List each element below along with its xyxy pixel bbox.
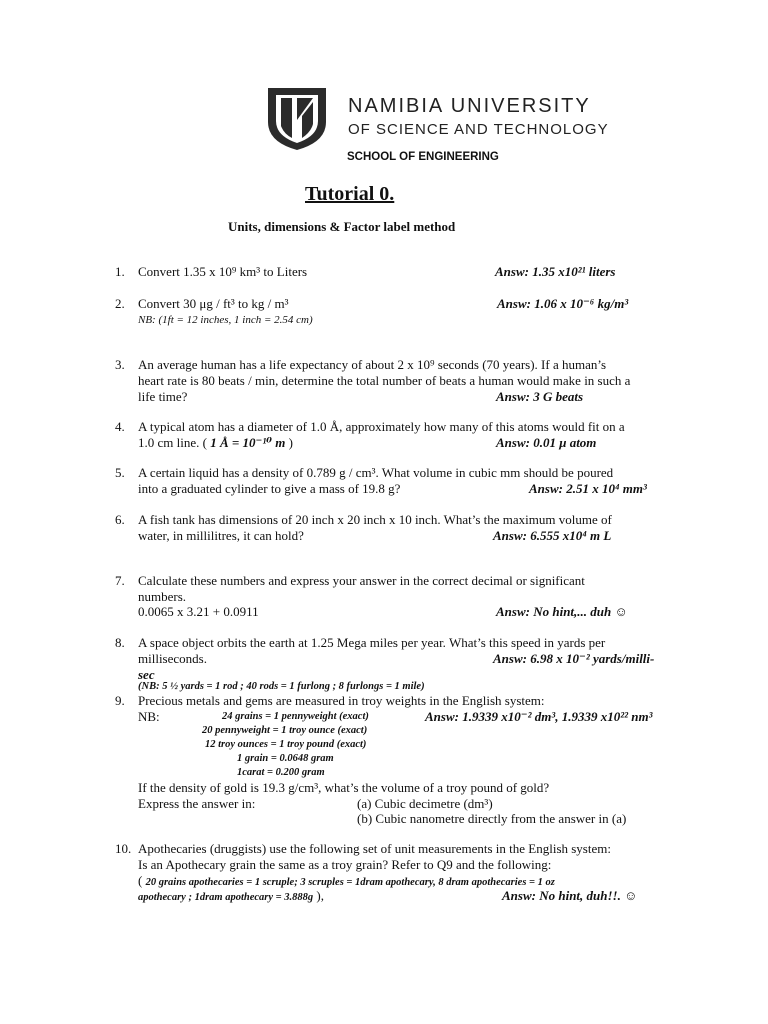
school-name: SCHOOL OF ENGINEERING — [347, 151, 499, 163]
question-number: 2. — [115, 296, 125, 311]
question-text: heart rate is 80 beats / min, determine the total number of beats a human would make in such a — [138, 373, 631, 388]
equivalence: 12 troy ounces = 1 troy pound (exact) — [205, 739, 367, 750]
option-a: (a) Cubic decimetre (dm³) — [357, 796, 493, 811]
question-text: A typical atom has a diameter of 1.0 Å, approximately how many of this atoms would fit on a — [138, 419, 625, 434]
question-text: Calculate these numbers and express your answer in the correct decimal or significant — [138, 573, 585, 588]
question-number: 10. — [115, 841, 132, 856]
apothecary-units: apothecary ; 1dram apothecary = 3.888g — [138, 892, 314, 903]
question-text: milliseconds. — [138, 651, 207, 666]
answer-text: Answ: 1.35 x10²¹ liters — [495, 264, 616, 279]
nb-label: NB: — [138, 709, 160, 724]
question-text: A fish tank has dimensions of 20 inch x 20 inch x 10 inch. What’s the maximum volume of — [138, 512, 612, 527]
answer-text: Answ: 1.06 x 10⁻⁶ kg/m³ — [497, 296, 629, 311]
equivalence: 1 grain = 0.0648 gram — [237, 753, 334, 764]
answer-text: Answ: No hint,... duh ☺ — [496, 604, 628, 619]
question-text: A certain liquid has a density of 0.789 g / cm³. What volume in cubic mm should be poured — [138, 465, 614, 480]
apothecary-units: 20 grains apothecaries = 1 scruple; 3 scruples = 1dram apothecary, 8 dram apothecaries = 1 oz — [145, 877, 555, 888]
answer-text: Answ: 0.01 μ atom — [496, 435, 597, 450]
answer-text: Answ: 1.9339 x10⁻² dm³, 1.9339 x10²² nm³ — [425, 709, 653, 724]
question-text: 0.0065 x 3.21 + 0.0911 — [138, 604, 259, 619]
question-number: 1. — [115, 264, 125, 279]
question-text: apothecary ; 1dram apothecary = 3.888g ), — [138, 888, 324, 903]
answer-text: Answ: 6.98 x 10⁻² yards/milli- — [493, 651, 655, 666]
page-title: Tutorial 0. — [305, 183, 395, 205]
conversion-factor: 1 Å = 10⁻¹⁰ m — [210, 435, 286, 450]
university-logo — [264, 86, 330, 152]
question-text: If the density of gold is 19.3 g/cm³, what’s the volume of a troy pound of gold? — [138, 780, 550, 795]
university-name-line2: OF SCIENCE AND TECHNOLOGY — [348, 121, 609, 138]
answer-text: Answ: 6.555 x10⁴ m L — [493, 528, 612, 543]
page-subtitle: Units, dimensions & Factor label method — [228, 219, 456, 234]
question-text: Apothecaries (druggists) use the following set of unit measurements in the English system: — [138, 841, 611, 856]
question-note: NB: (1ft = 12 inches, 1 inch = 2.54 cm) — [138, 314, 313, 326]
question-text: An average human has a life expectancy of about 2 x 10⁹ seconds (70 years). If a human’s — [138, 357, 607, 372]
question-text: Convert 1.35 x 10⁹ km³ to Liters — [138, 264, 308, 279]
question-note: (NB: 5 ½ yards = 1 rod ; 40 rods = 1 furlong ; 8 furlongs = 1 mile) — [138, 681, 425, 692]
question-number: 8. — [115, 635, 125, 650]
answer-text: Answ: 2.51 x 10⁴ mm³ — [529, 481, 647, 496]
question-text: A space object orbits the earth at 1.25 Mega miles per year. What’s this speed in yards per — [138, 635, 606, 650]
question-text: Convert 30 μg / ft³ to kg / m³ — [138, 296, 289, 311]
question-number: 5. — [115, 465, 125, 480]
question-text: life time? — [138, 389, 188, 404]
question-number: 9. — [115, 693, 125, 708]
question-text: 1.0 cm line. ( 1 Å = 10⁻¹⁰ m ) — [138, 435, 293, 450]
question-text: Is an Apothecary grain the same as a troy grain? Refer to Q9 and the following: — [138, 857, 552, 872]
question-text: water, in millilitres, it can hold? — [138, 528, 304, 543]
equivalence: 24 grains = 1 pennyweight (exact) — [222, 711, 369, 722]
question-number: 3. — [115, 357, 125, 372]
equivalence: 1carat = 0.200 gram — [237, 767, 325, 778]
question-number: 7. — [115, 573, 125, 588]
answer-text: sec — [138, 667, 155, 682]
question-text: Express the answer in: — [138, 796, 256, 811]
question-text: into a graduated cylinder to give a mass of 19.8 g? — [138, 481, 401, 496]
university-name-line1: NAMIBIA UNIVERSITY — [348, 95, 591, 117]
question-text: numbers. — [138, 589, 187, 604]
option-b: (b) Cubic nanometre directly from the answer in (a) — [357, 811, 627, 826]
question-number: 4. — [115, 419, 125, 434]
equivalence: 20 pennyweight = 1 troy ounce (exact) — [202, 725, 368, 736]
question-number: 6. — [115, 512, 125, 527]
answer-text: Answ: 3 G beats — [496, 389, 584, 404]
question-text: Precious metals and gems are measured in troy weights in the English system: — [138, 693, 545, 708]
question-text: ( 20 grains apothecaries = 1 scruple; 3 scruples = 1dram apothecary, 8 dram apothecaries = 1 oz — [138, 873, 555, 888]
answer-text: Answ: No hint, duh!!. ☺ — [502, 888, 638, 903]
